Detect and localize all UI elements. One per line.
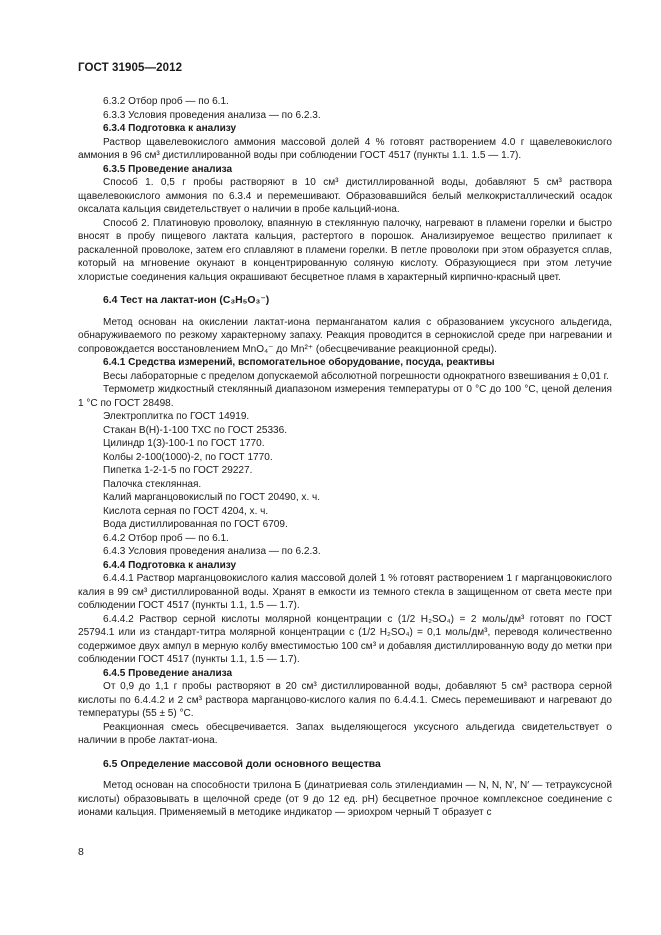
subsection-heading: 6.3.4 Подготовка к анализу	[103, 123, 237, 134]
page-number: 8	[78, 846, 84, 858]
document-header: ГОСТ 31905—2012	[78, 62, 183, 74]
list-item: Кислота серная по ГОСТ 4204, х. ч.	[103, 505, 269, 517]
section-heading: 6.5 Определение массовой доли основного вещества	[103, 758, 381, 770]
subsection-heading: 6.3.5 Проведение анализа	[103, 163, 233, 175]
paragraph: От 0,9 до 1,1 г пробы растворяют в 20 см³ дистиллированной воды, добавляют 5 см³ раствора серной кислоты по 6.4.4.2 и 2 см³ раствора марганцово-кислого калия по 6.4.4.1. Смесь перемешивают и нагревают до температуры (55 ± 5) °С.	[78, 681, 612, 719]
subsection-heading: 6.4.4 Подготовка к анализу	[103, 559, 237, 571]
subsection-heading: 6.4.1 Средства измерений, вспомогательное оборудование, посуда, реактивы	[103, 357, 495, 368]
list-item: Стакан В(Н)-1-100 ТХС по ГОСТ 25336.	[103, 424, 287, 436]
paragraph: Весы лабораторные с пределом допускаемой абсолютной погрешности однократного взвешивания ± 0,01 г.	[103, 370, 609, 382]
paragraph: 6.3.2 Отбор проб — по 6.1.	[103, 96, 229, 107]
list-item: Электроплитка по ГОСТ 14919.	[103, 411, 250, 422]
paragraph: 6.4.3 Условия проведения анализа — по 6.2.3.	[103, 546, 321, 557]
list-item: Цилиндр 1(3)-100-1 по ГОСТ 1770.	[103, 438, 265, 449]
paragraph: 6.4.2 Отбор проб — по 6.1.	[103, 532, 229, 544]
list-item: Вода дистиллированная по ГОСТ 6709.	[103, 519, 288, 530]
paragraph: Раствор щавелевокислого аммония массовой долей 4 % готовят растворением 4.0 г щавелевокислого аммония в 96 см³ дистиллированной воды при соблюдении ГОСТ 4517 (пункты 1.1. 1.5 — 1.7).	[78, 136, 612, 161]
list-item: Пипетка 1-2-1-5 по ГОСТ 29227.	[103, 465, 253, 476]
paragraph: 6.4.4.1 Раствор марганцовокислого калия массовой долей 1 % готовят растворением 1 г марганцовокислого калия в 99 см³ дистиллированной воды. Хранят в емкости из темного стекла в защищенном от света месте при соблюдении ГОСТ 4517 (пункты 1.1, 1.5 — 1.7).	[78, 573, 612, 611]
paragraph: 6.4.4.2 Раствор серной кислоты молярной концентрации с (1/2 H₂SO₄) = 2 моль/дм³ готовят по ГОСТ 25794.1 или из стандарт-титра молярной концентрации с (1/2 H₂SO₄) = 0,1 моль/дм³, переводя количественно содержимое двух ампул в мерную колбу вместимостью 100 см³ и добавляя дистиллированную воду до метки при соблюдении ГОСТ 4517 (пункты 1.1, 1.5 — 1.7).	[78, 613, 612, 665]
paragraph: Способ 1. 0,5 г пробы растворяют в 10 см³ дистиллированной воды, добавляют 5 см³ раствора щавелевокислого аммония по 6.3.4 и перемешивают. Образовавшийся белый мелкокристаллический осадок оксалата кальция свидетельствует о наличии в пробе кальций-иона.	[78, 177, 612, 215]
paragraph: Метод основан на окислении лактат-иона перманганатом калия с образованием уксусного альдегида, обнаруживаемого по резкому характерному запаху. Реакция проводится в сернокислой среде при нагревании и сопровождается восстановлением MnO₄⁻ до Mn²⁺ (обесцвечивание реакционной среды).	[78, 316, 612, 355]
document-body	[78, 95, 612, 820]
paragraph: Термометр жидкостный стеклянный диапазоном измерения температуры от 0 °С до 100 °С, ценой деления 1 °С по ГОСТ 28498.	[78, 384, 612, 409]
subsection-heading: 6.4.5 Проведение анализа	[103, 667, 233, 679]
paragraph: Реакционная смесь обесцвечивается. Запах выделяющегося уксусного альдегида свидетельствует о наличии в пробе лактат-иона.	[78, 721, 612, 746]
list-item: Колбы 2-100(1000)-2, по ГОСТ 1770.	[103, 451, 273, 463]
paragraph: Метод основан на способности трилона Б (динатриевая соль этилендиамин — N, N, N′, N′ — тетрауксусной кислоты) образовывать в щелочной среде (от 9 до 12 ед. рН) бесцветное прочное комплексное соединение с ионами кальция. Применяемый в методике индикатор — эриохром черный Т образует с	[78, 780, 612, 818]
list-item: Калий марганцовокислый по ГОСТ 20490, х. ч.	[103, 492, 321, 503]
section-heading: 6.4 Тест на лактат-ион (C₃H₅O₃⁻)	[103, 295, 270, 306]
paragraph: Способ 2. Платиновую проволоку, впаянную в стеклянную палочку, нагревают в пламени горелки и быстро вносят в пробу пищевого лактата кальция, растертого в порошок. Анализируемое вещество прилипает к раскаленной проволоке, затем его сплавляют в пламени горелки. В петле проволоки при этом образуется сплав, который на мгновение окунают в концентрированную соляную кислоту. Образующиеся при этом летучие хлористые соединения кальция окрашивают бесцветное пламя в характерный кирпично-красный цвет.	[78, 217, 612, 283]
paragraph: 6.3.3 Условия проведения анализа — по 6.2.3.	[103, 109, 321, 121]
list-item: Палочка стеклянная.	[103, 478, 202, 490]
